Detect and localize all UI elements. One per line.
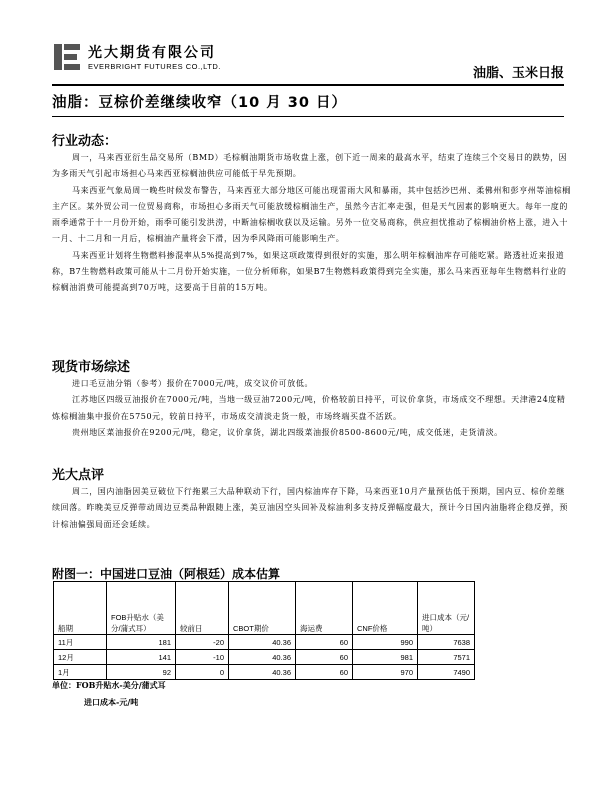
table-cell: 12月 — [54, 650, 107, 665]
table-cell: 11月 — [54, 635, 107, 650]
page-title: 油脂：豆棕价差继续收窄（10 月 30 日） — [52, 95, 347, 111]
table-title: 附图一：中国进口豆油（阿根廷）成本估算 — [52, 567, 281, 581]
table-cell: -10 — [176, 650, 229, 665]
table-cell: 7490 — [418, 665, 475, 680]
company-name-en: EVERBRIGHT FUTURES CO.,LTD. — [88, 62, 221, 71]
column-header: CBOT期价 — [229, 582, 296, 635]
spot-body — [52, 376, 572, 441]
table-cell: 7571 — [418, 650, 475, 665]
column-header: FOB升贴水（美分/蒲式耳） — [107, 582, 176, 635]
table-cell: 981 — [353, 650, 418, 665]
table-row — [54, 650, 475, 665]
paragraph: 江苏地区四级豆油报价在7000元/吨，当地一级豆油7200元/吨，价格较前日持平，可议价拿货，市场成交不理想。天津港24度精炼棕榈油集中报价在5750元，较前日持平，市场成交清淡走货一般，市场终端买盘不活跃。 — [52, 395, 566, 421]
section-heading-comment: 光大点评 — [52, 468, 105, 483]
cost-note: 进口成本-元/吨 — [84, 697, 139, 707]
table-cell: 141 — [107, 650, 176, 665]
comment-body — [52, 484, 572, 533]
table-cell: 60 — [296, 635, 353, 650]
cost-table — [53, 581, 475, 680]
header-rule — [52, 84, 564, 86]
paragraph: 马来西亚气象局周一晚些时候发布警告，马来西亚大部分地区可能出现雷雨大风和暴雨，其中包括沙巴州、柔佛州和彭亨州等油棕榈主产区。某外贸公司一位贸易商称，市场担心多雨天气可能放缓棕榈油生产，虽然今吉汇率走强，但是天气因素的影响更大。每年一度的雨季通常于十一月份开始，雨季可能引发洪涝，中断油棕榈收获以及运输。另外一位交易商称，供应担忧推动了棕榈油价格上涨，进入十一月、十二月和一月后，棕榈油产量将会下滑，因为季风降雨可能影响生产。 — [52, 185, 571, 244]
company-logo-icon — [52, 42, 82, 72]
section-heading-spot: 现货市场综述 — [52, 360, 131, 375]
company-name-cn: 光大期货有限公司 — [88, 45, 216, 61]
report-name: 油脂、玉米日报 — [472, 66, 564, 81]
table-cell: 7638 — [418, 635, 475, 650]
table-cell: 1月 — [54, 665, 107, 680]
section-heading-industry: 行业动态： — [52, 134, 118, 149]
paragraph: 马来西亚计划将生物燃料掺混率从5%提高到7%，如果这项政策得到很好的实施，那么明年棕榈油库存可能吃紧。路透社近来报道称，B7生物燃料政策可能从十二月份开始实施，一位分析师称，如果B7生物燃料政策得到完全实施，那么马来西亚每年生物燃料行业的棕榈油消费可能提高到70万吨，这要高于目前的15万吨。 — [52, 250, 567, 293]
table-cell: 92 — [107, 665, 176, 680]
industry-body — [52, 150, 572, 297]
table-row — [54, 635, 475, 650]
unit-note: 单位：FOB升贴水-美分/蒲式耳 — [52, 680, 166, 690]
table-cell: -20 — [176, 635, 229, 650]
table-cell: 970 — [353, 665, 418, 680]
table-cell: 40.36 — [229, 635, 296, 650]
paragraph: 进口毛豆油分销（参考）报价在7000元/吨，成交议价可放低。 — [72, 379, 314, 388]
paragraph: 周二，国内油脂因美豆破位下行拖累三大品种联动下行，国内棕油库存下降，马来西亚10月产量预估低于预期，国内豆、棕价差继续回落。昨晚美豆反弹带动周边豆类品种跟随上涨，美豆油因空头回补及棕油利多支持反弹幅度最大，预计今日国内油脂将企稳反弹，预计棕油偏强局面还会延续。 — [52, 487, 568, 529]
column-header: 海运费 — [296, 582, 353, 635]
column-header: 进口成本（元/吨） — [418, 582, 475, 635]
table-cell: 0 — [176, 665, 229, 680]
paragraph: 周一，马来西亚衍生品交易所（BMD）毛棕榈油期货市场收盘上涨，创下近一周来的最高水平，结束了连续三个交易日的跌势，因为多雨天气引起市场担心马来西亚棕榈油供应可能低于早先预期。 — [52, 153, 568, 179]
table-cell: 60 — [296, 665, 353, 680]
paragraph: 贵州地区菜油报价在9200元/吨，稳定，议价拿货，湖北四级菜油报价8500-8600元/吨，成交低迷，走货清淡。 — [72, 427, 503, 437]
title-rule — [52, 116, 564, 117]
table-header-row — [54, 582, 475, 635]
page-header — [52, 40, 564, 86]
table-cell: 990 — [353, 635, 418, 650]
table-cell: 40.36 — [229, 665, 296, 680]
column-header: CNF价格 — [353, 582, 418, 635]
table-cell: 181 — [107, 635, 176, 650]
table-cell: 40.36 — [229, 650, 296, 665]
table-notes — [52, 677, 166, 711]
column-header: 船期 — [54, 582, 107, 635]
column-header: 较前日 — [176, 582, 229, 635]
table-cell: 60 — [296, 650, 353, 665]
